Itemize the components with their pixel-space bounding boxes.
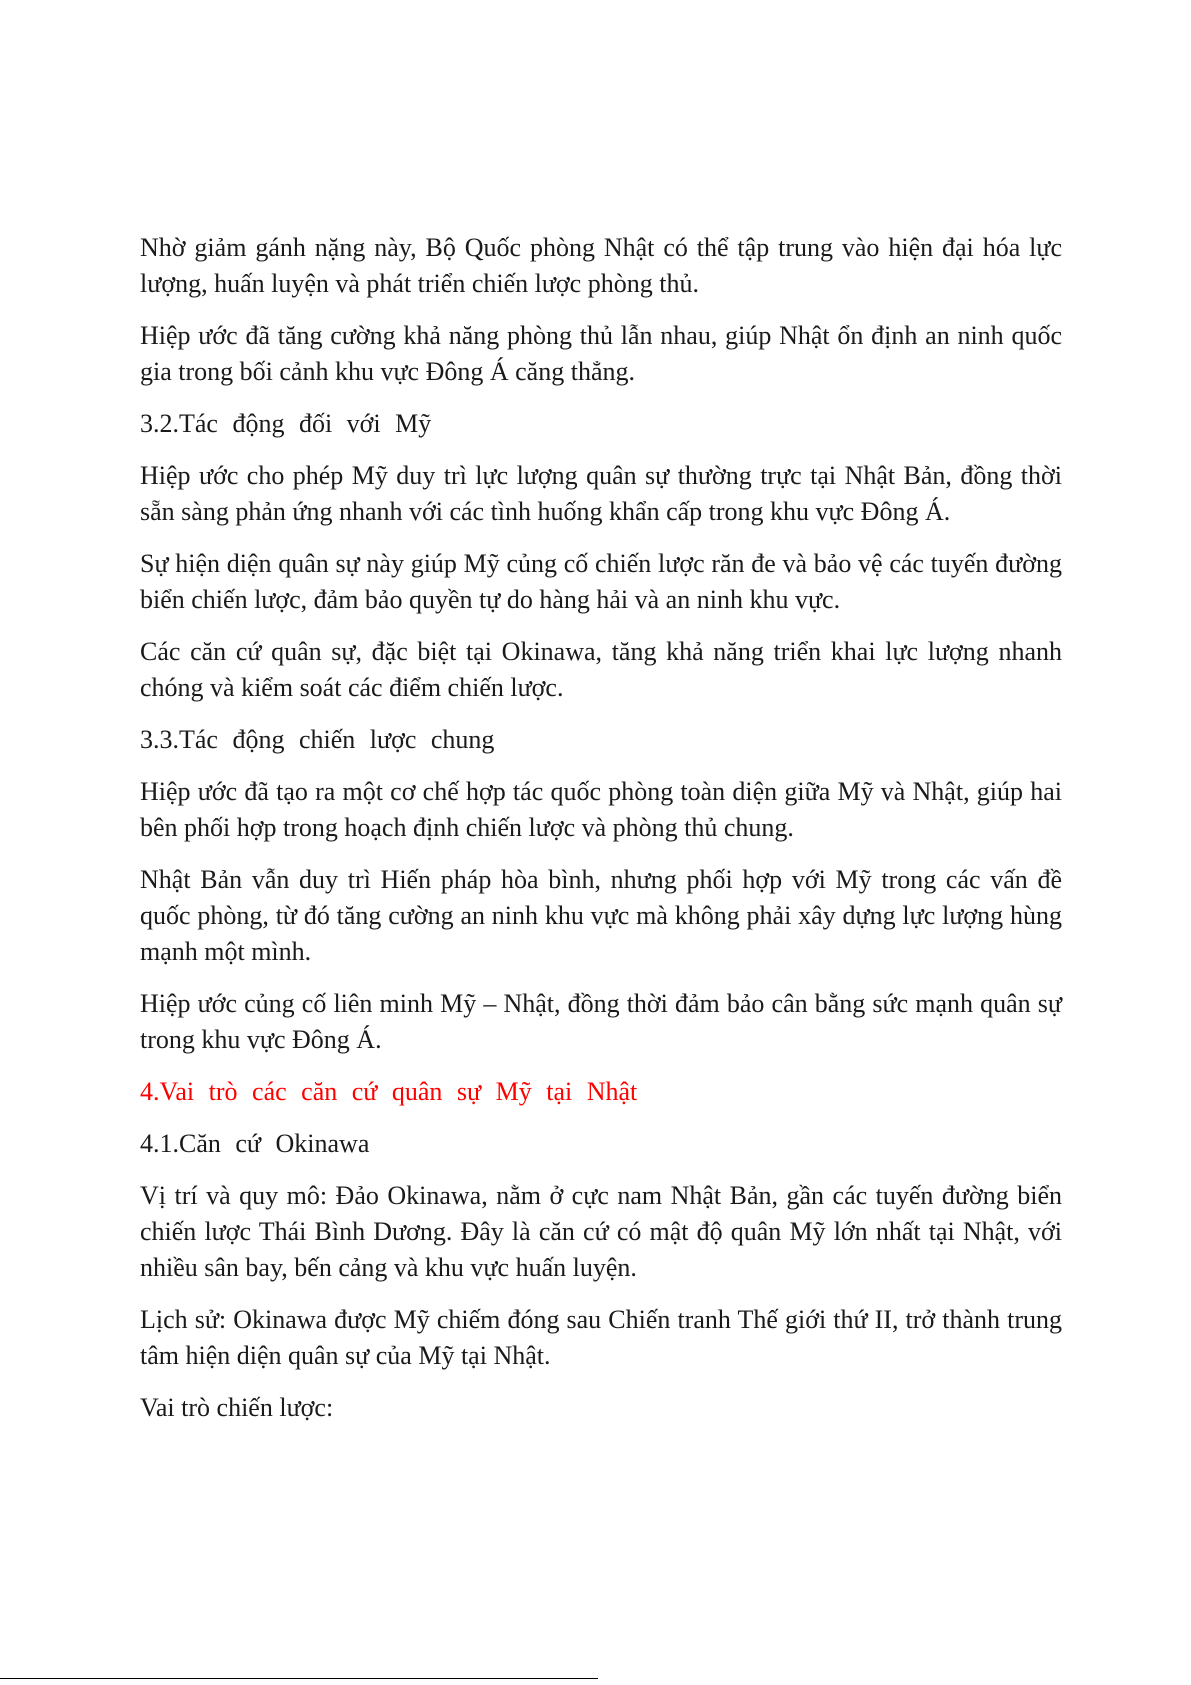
paragraph-alliance: Hiệp ước củng cố liên minh Mỹ – Nhật, đồng thời đảm bảo cân bằng sức mạnh quân sự trong khu vực Đông Á.	[140, 989, 1062, 1054]
paragraph-strategic-role: Vai trò chiến lược:	[140, 1393, 334, 1422]
footnote-divider	[0, 1678, 598, 1679]
paragraph-us-forces: Hiệp ước cho phép Mỹ duy trì lực lượng quân sự thường trực tại Nhật Bản, đồng thời sẵn sàng phản ứng nhanh với các tình huống khẩn cấp trong khu vực Đông Á.	[140, 461, 1062, 526]
paragraph-peace-constitution: Nhật Bản vẫn duy trì Hiến pháp hòa bình, nhưng phối hợp với Mỹ trong các vấn đề quốc phòng, từ đó tăng cường an ninh khu vực mà không phải xây dựng lực lượng hùng mạnh một mình.	[140, 865, 1062, 966]
paragraph-location-scale: Vị trí và quy mô: Đảo Okinawa, nằm ở cực nam Nhật Bản, gần các tuyến đường biển chiến lược Thái Bình Dương. Đây là căn cứ có mật độ quân Mỹ lớn nhất tại Nhật, với nhiều sân bay, bến cảng và khu vực huấn luyện.	[140, 1181, 1062, 1282]
paragraph-history: Lịch sử: Okinawa được Mỹ chiếm đóng sau Chiến tranh Thế giới thứ II, trở thành trung tâm hiện diện quân sự của Mỹ tại Nhật.	[140, 1305, 1062, 1370]
section-heading-4: 4.Vai trò các căn cứ quân sự Mỹ tại Nhật	[140, 1077, 638, 1106]
paragraph-us-deterrence: Sự hiện diện quân sự này giúp Mỹ củng cố chiến lược răn đe và bảo vệ các tuyến đường biển chiến lược, đảm bảo quyền tự do hàng hải và an ninh khu vực.	[140, 549, 1062, 614]
section-heading-3-2: 3.2.Tác động đối với Mỹ	[140, 409, 432, 438]
document-page	[140, 230, 1062, 1442]
paragraph-okinawa-bases: Các căn cứ quân sự, đặc biệt tại Okinawa, tăng khả năng triển khai lực lượng nhanh chóng và kiểm soát các điểm chiến lược.	[140, 637, 1062, 702]
paragraph-cooperation-mechanism: Hiệp ước đã tạo ra một cơ chế hợp tác quốc phòng toàn diện giữa Mỹ và Nhật, giúp hai bên phối hợp trong hoạch định chiến lược và phòng thủ chung.	[140, 777, 1062, 842]
paragraph-mutual-defense: Hiệp ước đã tăng cường khả năng phòng thủ lẫn nhau, giúp Nhật ổn định an ninh quốc gia trong bối cảnh khu vực Đông Á căng thẳng.	[140, 321, 1062, 386]
paragraph-burden-reduction: Nhờ giảm gánh nặng này, Bộ Quốc phòng Nhật có thể tập trung vào hiện đại hóa lực lượng, huấn luyện và phát triển chiến lược phòng thủ.	[140, 233, 1062, 298]
section-heading-3-3: 3.3.Tác động chiến lược chung	[140, 725, 495, 754]
section-heading-4-1: 4.1.Căn cứ Okinawa	[140, 1129, 370, 1158]
